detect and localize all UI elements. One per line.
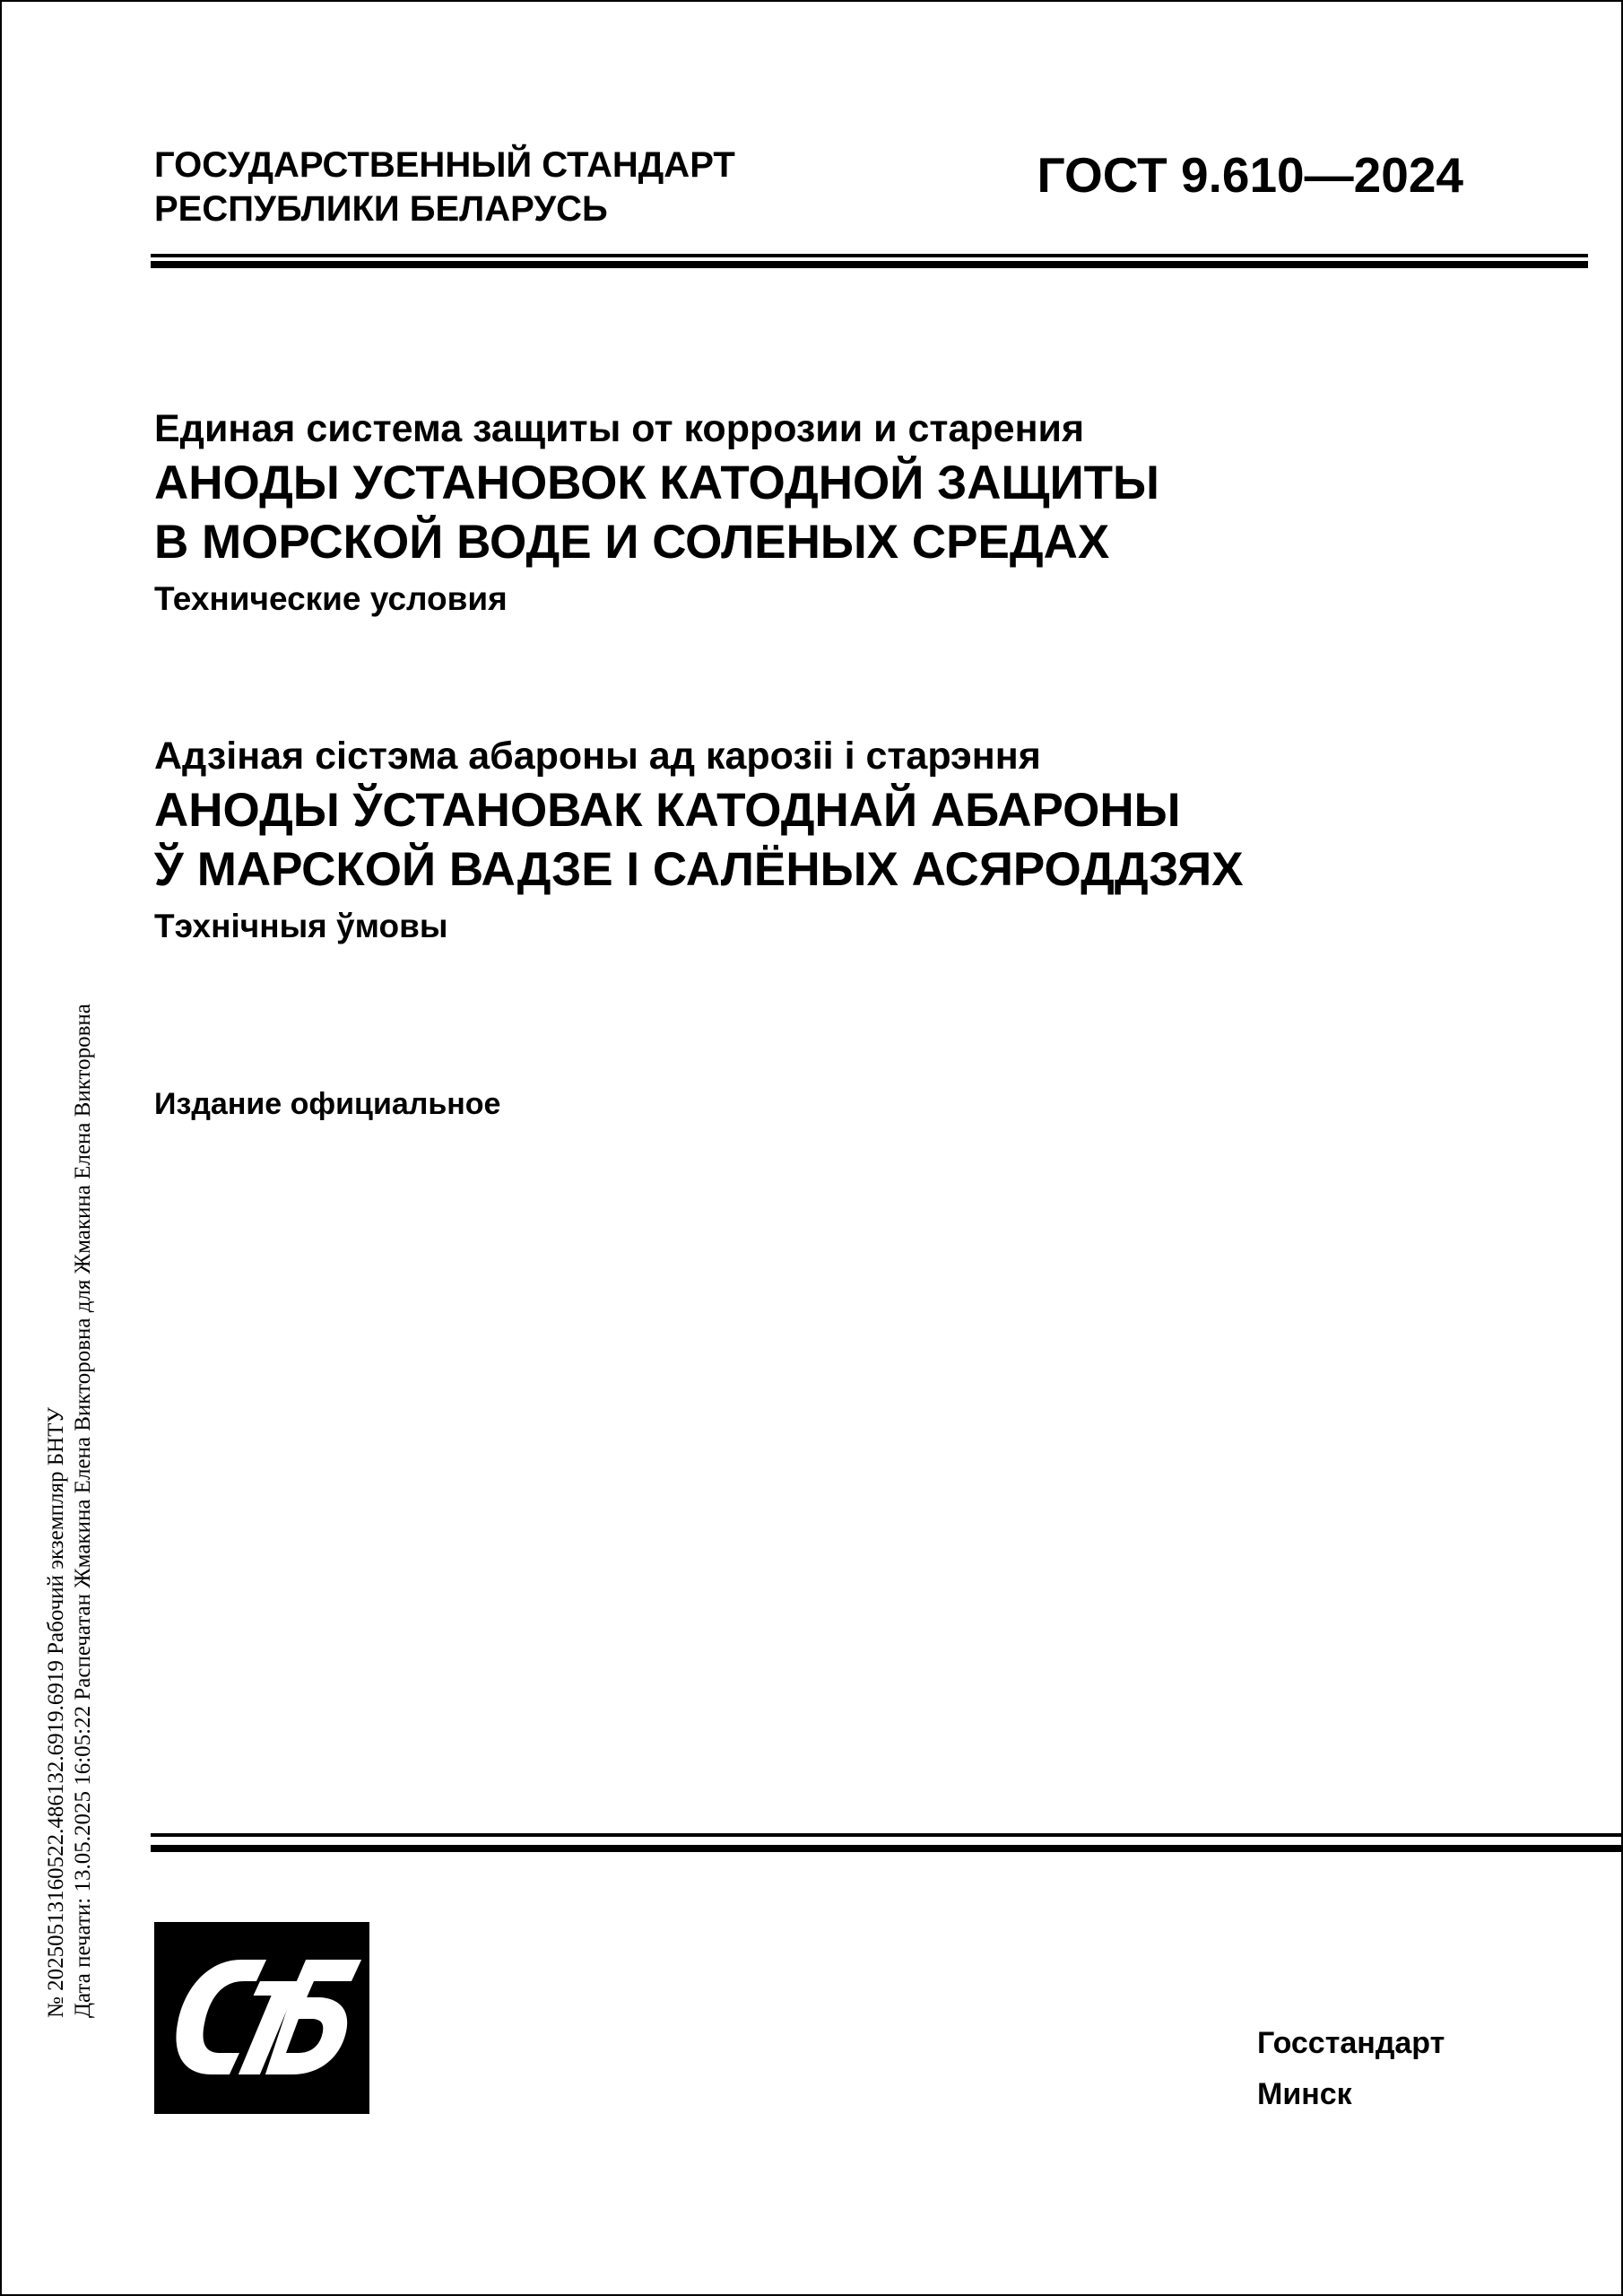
subtitle-by: Тэхнічныя ўмовы <box>154 908 448 944</box>
main-title-ru-line2: В МОРСКОЙ ВОДЕ И СОЛЕНЫХ СРЕДАХ <box>154 516 1110 569</box>
title-block-belarusian <box>154 731 1244 950</box>
standard-designation: ГОСТ 9.610—2024 <box>1037 147 1463 203</box>
main-title-ru-line1: АНОДЫ УСТАНОВОК КАТОДНОЙ ЗАЩИТЫ <box>154 457 1159 509</box>
series-title-by: Адзіная сістэма абароны ад карозіі і старэння <box>154 735 1041 778</box>
main-title-by-line2: Ў МАРСКОЙ ВАДЗЕ І САЛЁНЫХ АСЯРОДДЗЯХ <box>154 843 1244 896</box>
publisher-city: Минск <box>1257 2077 1352 2111</box>
print-stamp-line1: № 20250513160522.486132.6919.6919 Рабочий экземпляр БНТУ <box>44 1406 68 2018</box>
title-block-russian <box>154 404 1159 622</box>
series-title-ru: Единая система защиты от коррозии и старения <box>154 407 1085 450</box>
header-rule-thick <box>151 261 1588 268</box>
header-left-line1: ГОСУДАРСТВЕННЫЙ СТАНДАРТ <box>154 145 735 185</box>
header-rule-thin <box>151 254 1588 257</box>
standard-type-header <box>154 144 735 231</box>
publisher-block <box>1257 2018 1445 2120</box>
print-stamp-line2: Дата печати: 13.05.2025 16:05:22 Распечатан Жмакина Елена Викторовна для Жмакина Елена Викторовна <box>71 1004 95 2018</box>
subtitle-ru: Технические условия <box>154 580 508 617</box>
publisher-name: Госстандарт <box>1257 2026 1445 2060</box>
print-stamp-note <box>43 1004 97 2018</box>
footer-rule-thick <box>151 1845 1621 1852</box>
edition-label: Издание официальное <box>154 1087 501 1121</box>
main-title-by-line1: АНОДЫ ЎСТАНОВАК КАТОДНАЙ АБАРОНЫ <box>154 784 1181 837</box>
stb-logo-icon <box>154 1922 369 2114</box>
header-left-line2: РЕСПУБЛИКИ БЕЛАРУСЬ <box>154 189 608 229</box>
footer-rule-thin <box>151 1833 1621 1837</box>
